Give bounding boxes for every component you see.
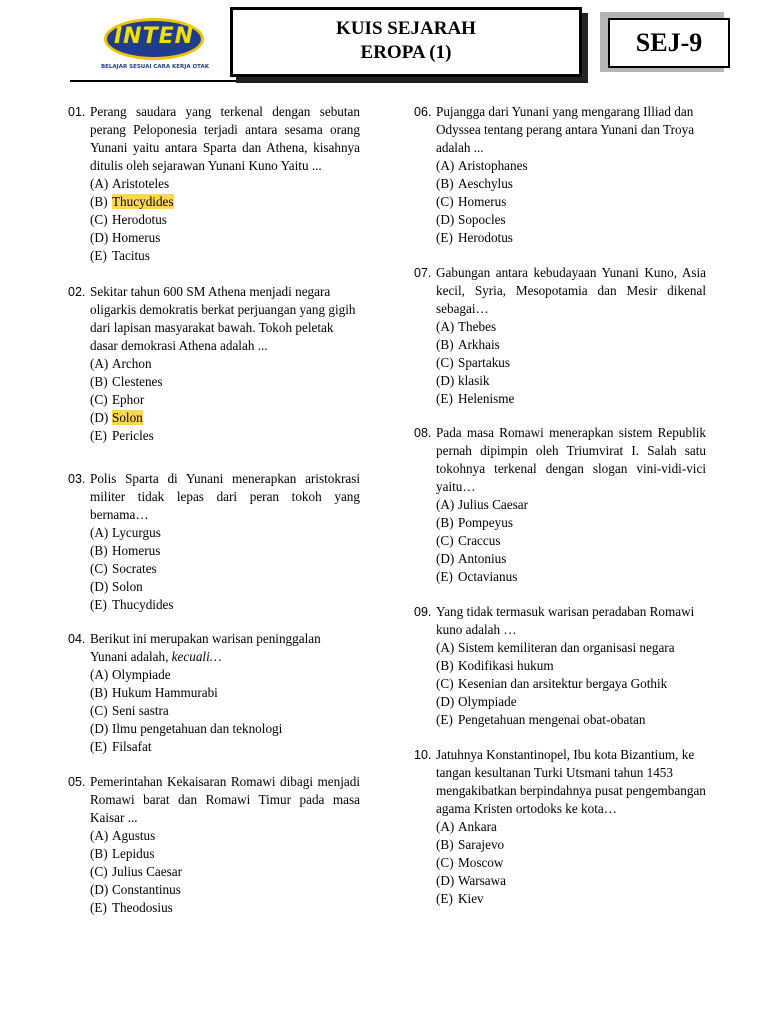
- option-a: (A) Olympiade: [90, 667, 171, 682]
- question-text: Polis Sparta di Yunani menerapkan aristokrasi militer tidak lepas dari peran tokoh yang bernama…: [90, 471, 360, 522]
- option-e: (E) Theodosius: [90, 900, 173, 915]
- option-b: (B) Kodifikasi hukum: [436, 658, 554, 673]
- option-d: (D) Constantinus: [90, 882, 181, 897]
- option-c: (C) Julius Caesar: [90, 864, 182, 879]
- inten-logo: [100, 14, 210, 80]
- option-e: (E) Thucydides: [90, 597, 174, 612]
- option-e: (E) Octavianus: [436, 569, 518, 584]
- question-10: [414, 746, 722, 908]
- option-b: (B) Sarajevo: [436, 837, 505, 852]
- question-07: [414, 264, 706, 408]
- question-05: [68, 773, 360, 917]
- option-e: (E) Herodotus: [436, 230, 513, 245]
- title-line-1: KUIS SEJARAH: [336, 18, 476, 39]
- question-08: [414, 424, 706, 586]
- option-d: (D) Homerus: [90, 230, 161, 245]
- option-d: (D) Sopocles: [436, 212, 506, 227]
- option-e: (E) Filsafat: [90, 739, 152, 754]
- option-c: (C) Moscow: [436, 855, 504, 870]
- option-d: (D) klasik: [436, 373, 490, 388]
- question-number: 02.: [68, 285, 86, 299]
- question-03: [68, 470, 360, 614]
- question-number: 03.: [68, 472, 86, 486]
- title-line-2: EROPA (1): [360, 42, 452, 63]
- option-e: (E) Helenisme: [436, 391, 515, 406]
- option-d: (D) Solon: [90, 579, 143, 594]
- question-text: Gabungan antara kebudayaan Yunani Kuno, Asia kecil, Syria, Mesopotamia dan Mesir dikenal sebagai…: [436, 265, 706, 316]
- question-emphasis: kecuali…: [171, 649, 222, 664]
- option-c: (C) Herodotus: [90, 212, 167, 227]
- question-text: Jatuhnya Konstantinopel, Ibu kota Bizantium, ke tangan kesultanan Turki Utsmani tahun 1453 mengakibatkan berpindahnya pusat pengembangan agama Kristen ortodoks ke kota…: [436, 747, 706, 816]
- question-06: [414, 103, 706, 247]
- question-number: 04.: [68, 632, 86, 646]
- question-text: Perang saudara yang terkenal dengan sebutan perang Peloponesia terjadi antara sesama orang Yunani yaitu antara Sparta dan Athena, kisahnya ditulis oleh sejarawan Yunani Kuno Yaitu ...: [90, 104, 360, 173]
- question-text: Berikut ini merupakan warisan peninggalan Yunani adalah, kecuali…: [90, 631, 321, 664]
- highlighted-answer: Solon: [112, 410, 143, 425]
- option-c: (C) Spartakus: [436, 355, 511, 370]
- question-number: 05.: [68, 775, 86, 789]
- option-c: (C) Seni sastra: [90, 703, 169, 718]
- option-b: (B) Thucydides: [90, 194, 174, 209]
- option-b: (B) Clestenes: [90, 374, 163, 389]
- option-d: (D) Ilmu pengetahuan dan teknologi: [90, 721, 283, 736]
- option-c: (C) Kesenian dan arsitektur bergaya Gothik: [436, 676, 668, 691]
- option-d: (D) Solon: [90, 410, 143, 425]
- question-02: [68, 283, 360, 445]
- option-e: (E) Pericles: [90, 428, 154, 443]
- question-number: 08.: [414, 426, 432, 440]
- option-a: (A) Ankara: [436, 819, 497, 834]
- option-a: (A) Lycurgus: [90, 525, 161, 540]
- option-b: (B) Homerus: [90, 543, 161, 558]
- option-a: (A) Sistem kemiliteran dan organisasi negara: [436, 640, 675, 655]
- option-a: (A) Aristophanes: [436, 158, 528, 173]
- option-e: (E) Pengetahuan mengenai obat-obatan: [436, 712, 646, 727]
- highlighted-answer: Thucydides: [112, 194, 174, 209]
- option-a: (A) Julius Caesar: [436, 497, 528, 512]
- option-c: (C) Ephor: [90, 392, 145, 407]
- question-text: Yang tidak termasuk warisan peradaban Romawi kuno adalah …: [436, 604, 695, 637]
- question-09: [414, 603, 706, 729]
- option-a: (A) Thebes: [436, 319, 497, 334]
- option-e: (E) Kiev: [436, 891, 484, 906]
- question-04: [68, 630, 360, 756]
- question-text: Pujangga dari Yunani yang mengarang Illiad dan Odyssea tentang perang antara Yunani dan Troya adalah ...: [436, 104, 695, 155]
- option-a: (A) Aristoteles: [90, 176, 170, 191]
- question-text: Pemerintahan Kekaisaran Romawi dibagi menjadi Romawi barat dan Romawi Timur pada masa Kaisar ...: [90, 774, 360, 825]
- option-c: (C) Craccus: [436, 533, 501, 548]
- question-number: 07.: [414, 266, 432, 280]
- question-number: 09.: [414, 605, 432, 619]
- question-01: [68, 103, 360, 265]
- option-a: (A) Archon: [90, 356, 152, 371]
- option-b: (B) Arkhais: [436, 337, 500, 352]
- option-a: (A) Agustus: [90, 828, 156, 843]
- question-text: Pada masa Romawi menerapkan sistem Republik pernah dipimpin oleh Triumvirat I. Salah satu tokohnya terkenal dengan slogan vini-vidi-vici yaitu…: [436, 425, 706, 494]
- option-b: (B) Lepidus: [90, 846, 155, 861]
- question-number: 10.: [414, 748, 432, 762]
- document-code: SEJ-9: [608, 18, 730, 68]
- option-b: (B) Pompeyus: [436, 515, 513, 530]
- title-box: [230, 7, 582, 77]
- option-d: (D) Warsawa: [436, 873, 506, 888]
- logo-name: INTEN: [113, 24, 195, 49]
- logo-tagline: BELAJAR SESUAI CARA KERJA OTAK: [100, 64, 210, 70]
- option-c: (C) Socrates: [90, 561, 157, 576]
- question-text: Sekitar tahun 600 SM Athena menjadi negara oligarkis demokratis berkat perjuangan yang gigih dari lapisan masyarakat bawah. Tokoh peletak dasar demokrasi Athena adalah ...: [90, 284, 356, 353]
- question-number: 01.: [68, 105, 86, 119]
- option-b: (B) Hukum Hammurabi: [90, 685, 218, 700]
- option-e: (E) Tacitus: [90, 248, 150, 263]
- question-number: 06.: [414, 105, 432, 119]
- option-c: (C) Homerus: [436, 194, 507, 209]
- option-b: (B) Aeschylus: [436, 176, 513, 191]
- option-d: (D) Antonius: [436, 551, 507, 566]
- option-d: (D) Olympiade: [436, 694, 517, 709]
